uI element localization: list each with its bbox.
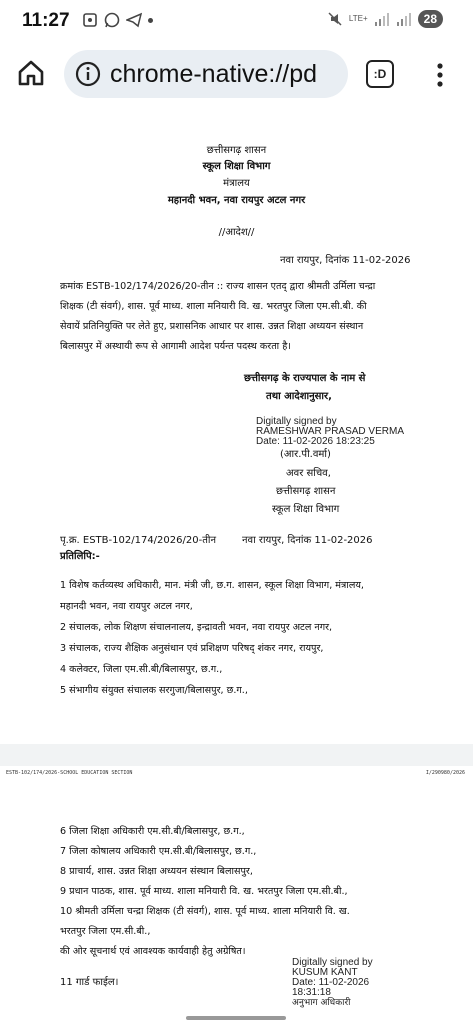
battery-indicator: 28	[418, 10, 443, 28]
body-line-2: शिक्षक (टी संवर्ग), शास. पूर्व माध्य. शाला मनियारी वि. ख. भरतपुर जिला एम.सी.बी. की	[60, 301, 367, 312]
digital-signature-2	[292, 958, 373, 1008]
page-2-header-right: I/290980/2026	[425, 770, 465, 776]
order-title: //आदेश//	[218, 227, 255, 238]
signatory-title-2: छत्तीसगढ़ शासन	[276, 486, 336, 497]
governor-line-1: छत्तीसगढ़ के राज्यपाल के नाम से	[244, 373, 366, 384]
pdf-viewer[interactable]	[0, 104, 473, 1024]
notification-icons	[82, 12, 153, 28]
page-2-header-left: ESTB-102/174/2026-SCHOOL EDUCATION SECTION	[6, 770, 133, 776]
status-time: 11:27	[22, 10, 70, 31]
header-line-2: स्कूल शिक्षा विभाग	[202, 161, 271, 172]
digital-signature-1	[256, 417, 404, 447]
page-separator	[0, 744, 473, 766]
guard-file-line: 11 गार्ड फाईल।	[60, 977, 119, 988]
body-line-1: क्रमांक ESTB-102/174/2026/20-तीन :: राज्य शासन एतद् द्वारा श्रीमती उर्मिला चन्द्रा	[60, 281, 376, 292]
screenshot-icon	[82, 12, 98, 28]
signal-icon	[374, 11, 390, 27]
address-bar[interactable]	[64, 50, 348, 98]
copy-item: महानदी भवन, नवा रायपुर अटल नगर,	[60, 601, 193, 612]
tab-switcher-button[interactable]	[366, 60, 394, 88]
governor-line-2: तथा आदेशानुसार,	[266, 391, 332, 402]
more-menu-icon[interactable]	[430, 60, 450, 90]
status-bar	[0, 0, 473, 44]
signature-1-line-1: Digitally signed by	[256, 416, 337, 427]
copy-item: 4 कलेक्टर, जिला एम.सी.बी/बिलासपुर, छ.ग.,	[60, 664, 223, 675]
copy-item: की ओर सूचनार्थ एवं आवश्यक कार्यवाही हेतु अग्रेषित।	[60, 946, 246, 957]
mute-icon	[327, 11, 343, 27]
signatory-name: (आर.पी.वर्मा)	[280, 449, 331, 460]
copy-heading: प्रतिलिपि:-	[60, 551, 100, 562]
whatsapp-icon	[104, 12, 120, 28]
info-icon[interactable]	[74, 60, 102, 88]
signature-1-line-3: Date: 11-02-2026 18:23:25	[256, 436, 375, 447]
body-line-4: बिलासपुर में अस्थायी रूप से आगामी आदेश पर्यन्त पदस्थ करता है।	[60, 341, 291, 352]
copy-item: 6 जिला शिक्षा अधिकारी एम.सी.बी/बिलासपुर, छ.ग.,	[60, 826, 245, 837]
copy-item: 1 विशेष कर्तव्यस्थ अधिकारी, मान. मंत्री जी, छ.ग. शासन, स्कूल शिक्षा विभाग, मंत्रालय,	[60, 580, 364, 591]
telegram-icon	[126, 12, 142, 28]
signature-2-line-3: Date: 11-02-2026	[292, 977, 370, 988]
copy-item: 3 संचालक, राज्य शैक्षिक अनुसंधान एवं प्रशिक्षण परिषद् शंकर नगर, रायपुर,	[60, 643, 324, 654]
body-line-3: सेवायें प्रतिनियुक्ति पर लेते हुए, प्रशासनिक आधार पर शास. उन्नत शिक्षा अध्ययन संस्थान	[60, 321, 364, 332]
pdf-page-2	[0, 766, 473, 1024]
copy-item: 10 श्रीमती उर्मिला चन्द्रा शिक्षक (टी संवर्ग), शास. पूर्व माध्य. शाला मनियारी वि. ख.	[60, 906, 350, 917]
signature-2-line-2: KUSUM KANT	[292, 967, 358, 978]
signature-2-line-4: 18:31:18	[292, 987, 331, 998]
header-line-3: मंत्रालय	[223, 178, 250, 189]
signature-2-line-5: अनुभाग अधिकारी	[292, 998, 351, 1008]
signatory-title-1: अवर सचिव,	[286, 468, 331, 479]
signature-2-line-1: Digitally signed by	[292, 957, 373, 968]
signatory-title-3: स्कूल शिक्षा विभाग	[272, 504, 340, 515]
gesture-navigation-bar[interactable]	[186, 1016, 286, 1020]
copy-item: 2 संचालक, लोक शिक्षण संचालनालय, इन्द्रावती भवन, नवा रायपुर अटल नगर,	[60, 622, 333, 633]
header-line-1: छत्तीसगढ़ शासन	[206, 145, 267, 156]
home-icon[interactable]	[16, 58, 46, 88]
copy-item: 5 संभागीय संयुक्त संचालक सरगुजा/बिलासपुर, छ.ग.,	[60, 685, 248, 696]
signal-icon-2	[396, 11, 412, 27]
pdf-page-1	[0, 104, 473, 744]
signature-1-line-2: RAMESHWAR PRASAD VERMA	[256, 426, 404, 437]
copy-date: नवा रायपुर, दिनांक 11-02-2026	[242, 535, 373, 546]
order-date: नवा रायपुर, दिनांक 11-02-2026	[280, 255, 411, 266]
copy-item: भरतपुर जिला एम.सी.बी.,	[60, 926, 151, 937]
copy-item: 9 प्रधान पाठक, शास. पूर्व माध्य. शाला मनियारी वि. ख. भरतपुर जिला एम.सी.बी.,	[60, 886, 348, 897]
system-icons	[327, 10, 443, 28]
header-line-4: महानदी भवन, नवा रायपुर अटल नगर	[167, 195, 306, 206]
tab-switcher-label: :D	[373, 67, 387, 81]
url-text[interactable]: chrome-native://pd	[110, 59, 318, 88]
dot-icon	[148, 18, 153, 23]
network-type: LTE+	[348, 14, 368, 23]
copy-reference: पृ.क्र. ESTB-102/174/2026/20-तीन	[60, 535, 217, 546]
copy-item: 7 जिला कोषालय अधिकारी एम.सी.बी/बिलासपुर, छ.ग.,	[60, 846, 257, 857]
browser-toolbar	[0, 44, 473, 104]
copy-item: 8 प्राचार्य, शास. उन्नत शिक्षा अध्ययन संस्थान बिलासपुर,	[60, 866, 253, 877]
